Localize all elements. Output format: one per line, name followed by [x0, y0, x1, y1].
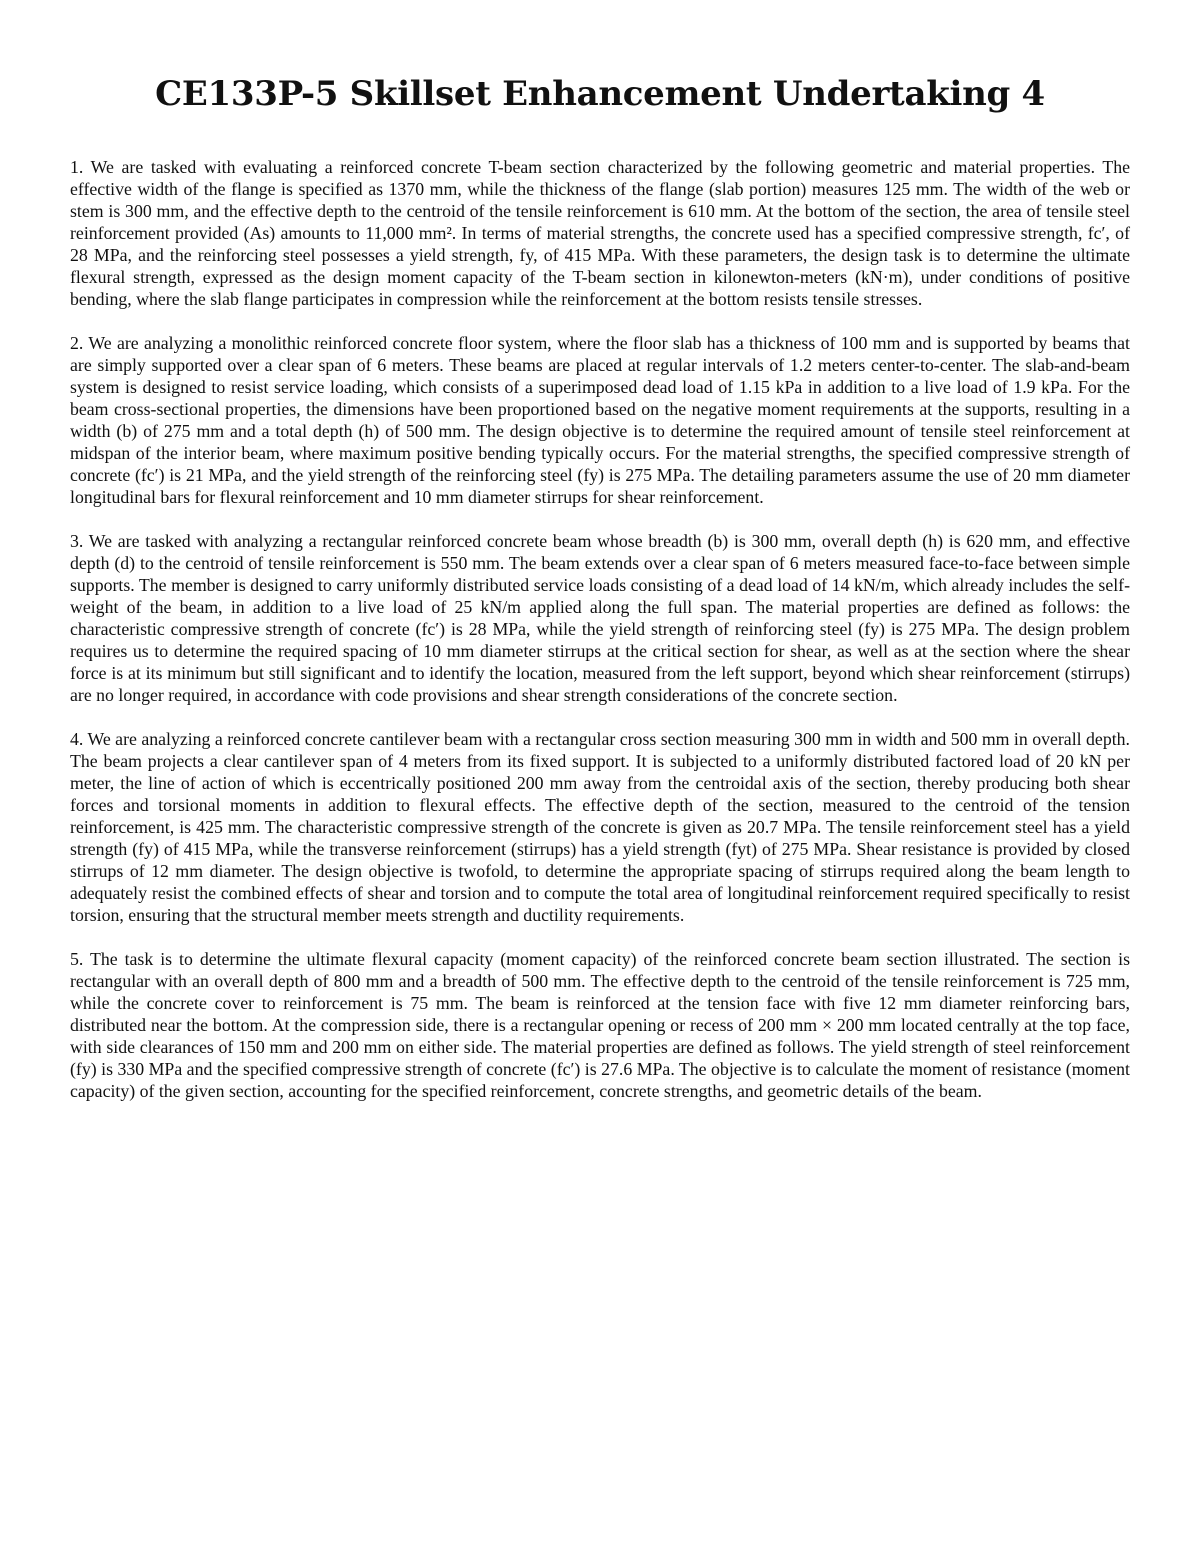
problem-1: 1. We are tasked with evaluating a reinforced concrete T-beam section characterized by the following geometric and material properties. The effective width of the flange is specified as 1370 mm, while the thickness of the flange (slab portion) measures 125 mm. The width of the web or stem is 300 mm, and the effective depth to the centroid of the tensile reinforcement is 610 mm. At the bottom of the section, the area of tensile steel reinforcement provided (As) amounts to 11,000 mm². In terms of material strengths, the concrete used has a specified compressive strength, fc′, of 28 MPa, and the reinforcing steel possesses a yield strength, fy, of 415 MPa. With these parameters, the design task is to determine the ultimate flexural strength, expressed as the design moment capacity of the T-beam section in kilonewton-meters (kN·m), under conditions of positive bending, where the slab flange participates in compression while the reinforcement at the bottom resists tensile stresses.	[70, 157, 1130, 309]
problem-3: 3. We are tasked with analyzing a rectangular reinforced concrete beam whose breadth (b) is 300 mm, overall depth (h) is 620 mm, and effective depth (d) to the centroid of tensile reinforcement is 550 mm. The beam extends over a clear span of 6 meters measured face-to-face between simple supports. The member is designed to carry uniformly distributed service loads consisting of a dead load of 14 kN/m, which already includes the self-weight of the beam, in addition to a live load of 25 kN/m applied along the full span. The material properties are defined as follows: the characteristic compressive strength of concrete (fc′) is 28 MPa, while the yield strength of reinforcing steel (fy) is 275 MPa. The design problem requires us to determine the required spacing of 10 mm diameter stirrups at the critical section for shear, as well as at the section where the shear force is at its minimum but still significant and to identify the location, measured from the left support, beyond which shear reinforcement (stirrups) are no longer required, in accordance with code provisions and shear strength considerations of the concrete section.	[70, 531, 1130, 705]
document-title: CE133P-5 Skillset Enhancement Undertaking 4	[155, 74, 1045, 114]
problem-5: 5. The task is to determine the ultimate flexural capacity (moment capacity) of the reinforced concrete beam section illustrated. The section is rectangular with an overall depth of 800 mm and a breadth of 500 mm. The effective depth to the centroid of the tensile reinforcement is 725 mm, while the concrete cover to reinforcement is 75 mm. The beam is reinforced at the tension face with five 12 mm diameter reinforcing bars, distributed near the bottom. At the compression side, there is a rectangular opening or recess of 200 mm × 200 mm located centrally at the top face, with side clearances of 150 mm and 200 mm on either side. The material properties are defined as follows. The yield strength of steel reinforcement (fy) is 330 MPa and the specified compressive strength of concrete (fc′) is 27.6 MPa. The objective is to calculate the moment of resistance (moment capacity) of the given section, accounting for the specified reinforcement, concrete strengths, and geometric details of the beam.	[70, 949, 1130, 1101]
problem-2: 2. We are analyzing a monolithic reinforced concrete floor system, where the floor slab has a thickness of 100 mm and is supported by beams that are simply supported over a clear span of 6 meters. These beams are placed at regular intervals of 1.2 meters center-to-center. The slab-and-beam system is designed to resist service loading, which consists of a superimposed dead load of 1.15 kPa in addition to a live load of 1.9 kPa. For the beam cross-sectional properties, the dimensions have been proportioned based on the negative moment requirements at the supports, resulting in a width (b) of 275 mm and a total depth (h) of 500 mm. The design objective is to determine the required amount of tensile steel reinforcement at midspan of the interior beam, where maximum positive bending typically occurs. For the material strengths, the specified compressive strength of concrete (fc′) is 21 MPa, and the yield strength of the reinforcing steel (fy) is 275 MPa. The detailing parameters assume the use of 20 mm diameter longitudinal bars for flexural reinforcement and 10 mm diameter stirrups for shear reinforcement.	[70, 333, 1130, 507]
document-page	[70, 72, 1130, 1124]
problem-4: 4. We are analyzing a reinforced concrete cantilever beam with a rectangular cross section measuring 300 mm in width and 500 mm in overall depth. The beam projects a clear cantilever span of 4 meters from its fixed support. It is subjected to a uniformly distributed factored load of 20 kN per meter, the line of action of which is eccentrically positioned 200 mm away from the centroidal axis of the section, thereby producing both shear forces and torsional moments in addition to flexural effects. The effective depth of the section, measured to the centroid of the tension reinforcement, is 425 mm. The characteristic compressive strength of the concrete is given as 20.7 MPa. The tensile reinforcement steel has a yield strength (fy) of 415 MPa, while the transverse reinforcement (stirrups) has a yield strength (fyt) of 275 MPa. Shear resistance is provided by closed stirrups of 12 mm diameter. The design objective is twofold, to determine the appropriate spacing of stirrups required along the beam length to adequately resist the combined effects of shear and torsion and to compute the total area of longitudinal reinforcement required specifically to resist torsion, ensuring that the structural member meets strength and ductility requirements.	[70, 729, 1130, 925]
